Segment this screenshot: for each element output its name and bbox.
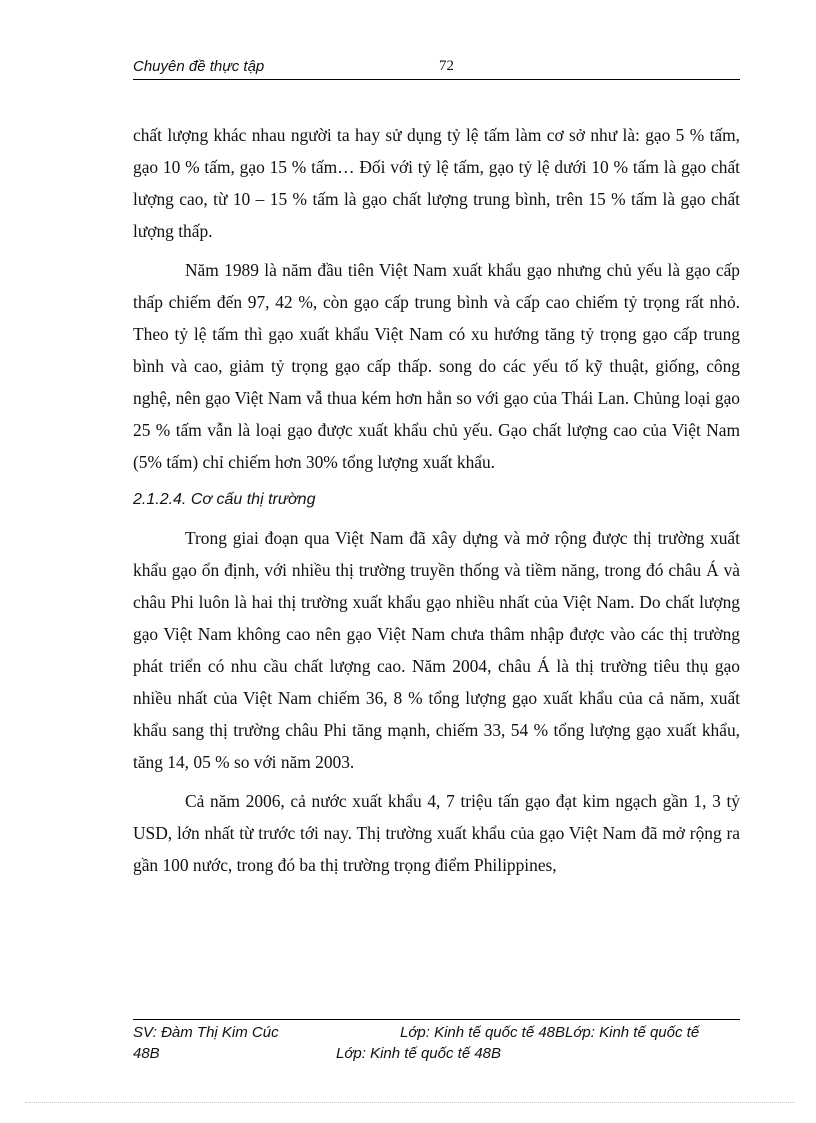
footer-student: SV: Đàm Thị Kim Cúc <box>133 1024 279 1041</box>
paragraph: chất lượng khác nhau người ta hay sử dụng tỷ lệ tấm làm cơ sở như là: gạo 5 % tấm, gạo 10 % tấm, gạo 15 % tấm… Đối với tỷ lệ tấm, gạo tỷ lệ dưới 10 % tấm là gạo chất lượng cao, từ 10 – 15 % tấm là gạo chất lượng trung bình, trên 15 % tấm là gạo chất lượng thấp. <box>133 125 740 241</box>
section-heading: 2.1.2.4. Cơ cấu thị trường <box>133 491 316 508</box>
footer-class-line2: Lớp: Kinh tế quốc tế 48B <box>336 1045 502 1062</box>
footer-rule <box>133 1019 740 1020</box>
header-rule <box>133 79 740 80</box>
page-header <box>133 58 740 80</box>
footer-class-repeat: Lớp: Kinh tế quốc tế 48BLớp: Kinh tế quốc tế <box>400 1024 700 1041</box>
document-body <box>133 119 740 888</box>
page-bottom-divider <box>25 1102 795 1103</box>
paragraph: Trong giai đoạn qua Việt Nam đã xây dựng và mở rộng được thị trường xuất khẩu gạo ổn định, với nhiều thị trường truyền thống và tiềm năng, trong đó châu Á và châu Phi luôn là hai thị trường xuất khẩu gạo nhiều nhất của Việt Nam. Do chất lượng gạo Việt Nam không cao nên gạo Việt Nam chưa thâm nhập được vào các thị trường phát triển có nhu cầu chất lượng cao. Năm 2004, châu Á là thị trường tiêu thụ gạo nhiều nhất của Việt Nam chiếm 36, 8 % tổng lượng gạo xuất khẩu của cả năm, xuất khẩu sang thị trường châu Phi tăng mạnh, chiếm 33, 54 % tổng lượng gạo xuất khẩu, tăng 14, 05 % so với năm 2003. <box>133 528 740 772</box>
paragraph: Năm 1989 là năm đầu tiên Việt Nam xuất khẩu gạo nhưng chủ yếu là gạo cấp thấp chiếm đến 97, 42 %, còn gạo cấp trung bình và cấp cao chiếm tỷ trọng rất nhỏ. Theo tỷ lệ tấm thì gạo xuất khẩu Việt Nam có xu hướng tăng tỷ trọng gạo cấp trung bình và cao, giảm tỷ trọng gạo cấp thấp. song do các yếu tố kỹ thuật, giống, công nghệ, nên gạo Việt Nam vẫ thua kém hơn hẳn so với gạo của Thái Lan. Chủng loại gạo 25 % tấm vẫn là loại gạo được xuất khẩu chủ yếu. Gạo chất lượng cao của Việt Nam (5% tấm) chỉ chiếm hơn 30% tổng lượng xuất khẩu. <box>133 260 740 472</box>
page-number: 72 <box>439 58 454 74</box>
footer-class-suffix: 48B <box>133 1045 160 1062</box>
header-title: Chuyên đề thực tập <box>133 58 265 75</box>
paragraph: Cả năm 2006, cả nước xuất khẩu 4, 7 triệu tấn gạo đạt kim ngạch gần 1, 3 tỷ USD, lớn nhất từ trước tới nay. Thị trường xuất khẩu của gạo Việt Nam đã mở rộng ra gần 100 nước, trong đó ba thị trường trọng điểm Philippines, <box>133 791 740 875</box>
